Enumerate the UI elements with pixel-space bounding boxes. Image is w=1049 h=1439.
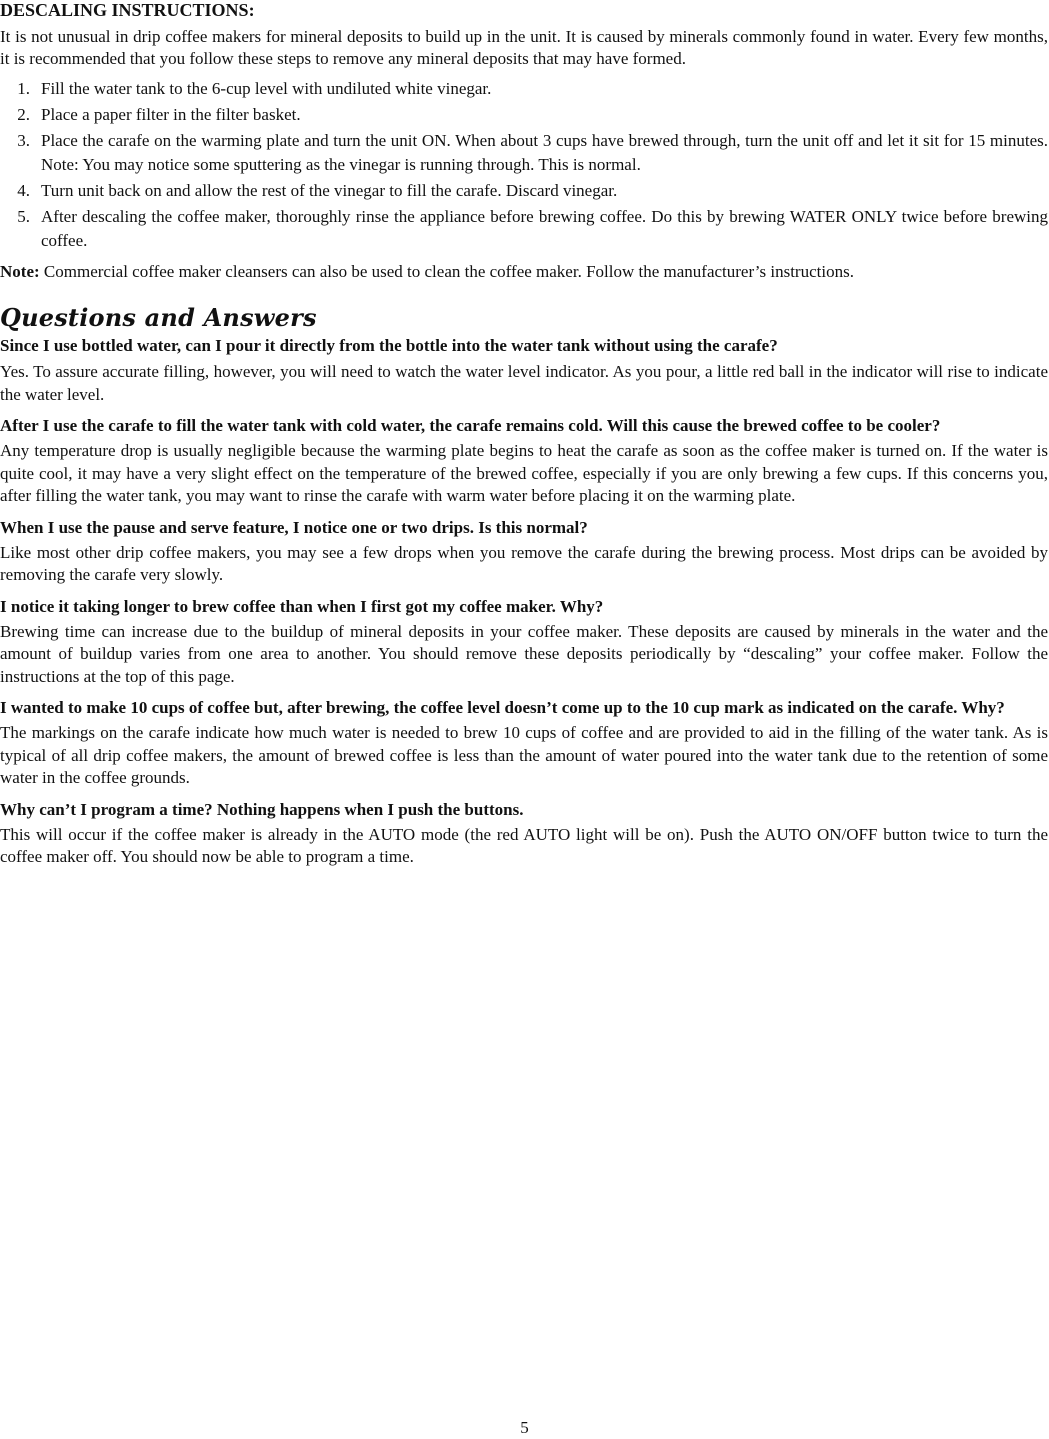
- descaling-section: [0, 0, 1048, 283]
- qa-section: [0, 303, 1048, 869]
- answer-text: The markings on the carafe indicate how much water is needed to brew 10 cups of coffee and are provided to aid in the filling of the water tank. As is typical of all drip coffee makers, the amount of brewed coffee is less than the amount of water poured into the water tank due to the retention of some water in the coffee grounds.: [0, 723, 1048, 787]
- step-number: 2.: [17, 105, 30, 124]
- question-text: Why can’t I program a time? Nothing happens when I push the buttons.: [0, 799, 524, 819]
- step-text: After descaling the coffee maker, thoroughly rinse the appliance before brewing coffee. Do this by brewing WATER ONLY twice before brewing coffee.: [41, 207, 1048, 250]
- question-text: When I use the pause and serve feature, I notice one or two drips. Is this normal?: [0, 517, 588, 537]
- descaling-intro: It is not unusual in drip coffee makers for mineral deposits to build up in the unit. It is caused by minerals commonly found in water. Every few months, it is recommended that you follow these steps to remove any mineral deposits that may have formed.: [0, 27, 1048, 68]
- note-label: Note:: [0, 262, 40, 281]
- descaling-note: [0, 261, 1048, 283]
- qa-item: [0, 415, 1048, 508]
- answer-text: Yes. To assure accurate filling, however, you will need to watch the water level indicator. As you pour, a little red ball in the indicator will rise to indicate the water level.: [0, 362, 1048, 404]
- qa-item: [0, 799, 1048, 869]
- answer-text: This will occur if the coffee maker is already in the AUTO mode (the red AUTO light will be on). Push the AUTO ON/OFF button twice to turn the coffee maker off. You should now be able to program a time.: [0, 824, 1048, 866]
- question-text: After I use the carafe to fill the water tank with cold water, the carafe remains cold. Will this cause the brewed coffee to be cooler?: [0, 416, 941, 435]
- qa-item: [0, 697, 1048, 790]
- page-number: 5: [520, 1418, 529, 1437]
- note-text: Commercial coffee maker cleansers can also be used to clean the coffee maker. Follow the manufacturer’s instructions.: [39, 262, 854, 281]
- descaling-steps-list: [0, 77, 1048, 253]
- qa-title: Questions and Answers: [0, 303, 317, 332]
- list-item: [0, 179, 1048, 203]
- step-number: 1.: [17, 79, 30, 98]
- question-text: I notice it taking longer to brew coffee than when I first got my coffee maker. Why?: [0, 596, 604, 616]
- answer-text: Brewing time can increase due to the buildup of mineral deposits in your coffee maker. These deposits are caused by minerals in the water and the amount of buildup varies from one area to another. You should remove these deposits periodically by “descaling” your coffee maker. Follow the instructions at the top of this page.: [0, 621, 1048, 686]
- list-item: [0, 103, 1048, 127]
- step-number: 4.: [17, 181, 30, 200]
- answer-text: Any temperature drop is usually negligible because the warming plate begins to heat the carafe as soon as the coffee maker is turned on. If the water is quite cool, it may have a very slight effect on the temperature of the brewed coffee, especially if you are only brewing a few cups. If this concerns you, after filling the water tank, you may want to rinse the carafe with warm water before placing it on the warming plate.: [0, 441, 1048, 505]
- step-text: Fill the water tank to the 6-cup level with undiluted white vinegar.: [41, 79, 492, 98]
- list-item: [0, 205, 1048, 253]
- list-item: [0, 77, 1048, 101]
- question-text: Since I use bottled water, can I pour it directly from the bottle into the water tank without using the carafe?: [0, 336, 778, 355]
- step-text: Place a paper filter in the filter basket.: [41, 105, 301, 124]
- step-text: Place the carafe on the warming plate and turn the unit ON. When about 3 cups have brewed through, turn the unit off and let it sit for 15 minutes. Note: You may notice some sputtering as the vinegar is running through. This is normal.: [41, 131, 1048, 174]
- qa-item: [0, 335, 1048, 406]
- step-text: Turn unit back on and allow the rest of the vinegar to fill the carafe. Discard vinegar.: [41, 181, 618, 200]
- qa-item: [0, 596, 1048, 689]
- list-item: [0, 129, 1048, 177]
- step-number: 5.: [17, 207, 30, 226]
- question-text: I wanted to make 10 cups of coffee but, after brewing, the coffee level doesn’t come up to the 10 cup mark as indicated on the carafe. Why?: [0, 698, 1005, 717]
- descaling-heading: DESCALING INSTRUCTIONS:: [0, 0, 255, 20]
- qa-item: [0, 517, 1048, 587]
- step-number: 3.: [17, 131, 30, 150]
- answer-text: Like most other drip coffee makers, you may see a few drops when you remove the carafe during the brewing process. Most drips can be avoided by removing the carafe very slowly.: [0, 542, 1048, 584]
